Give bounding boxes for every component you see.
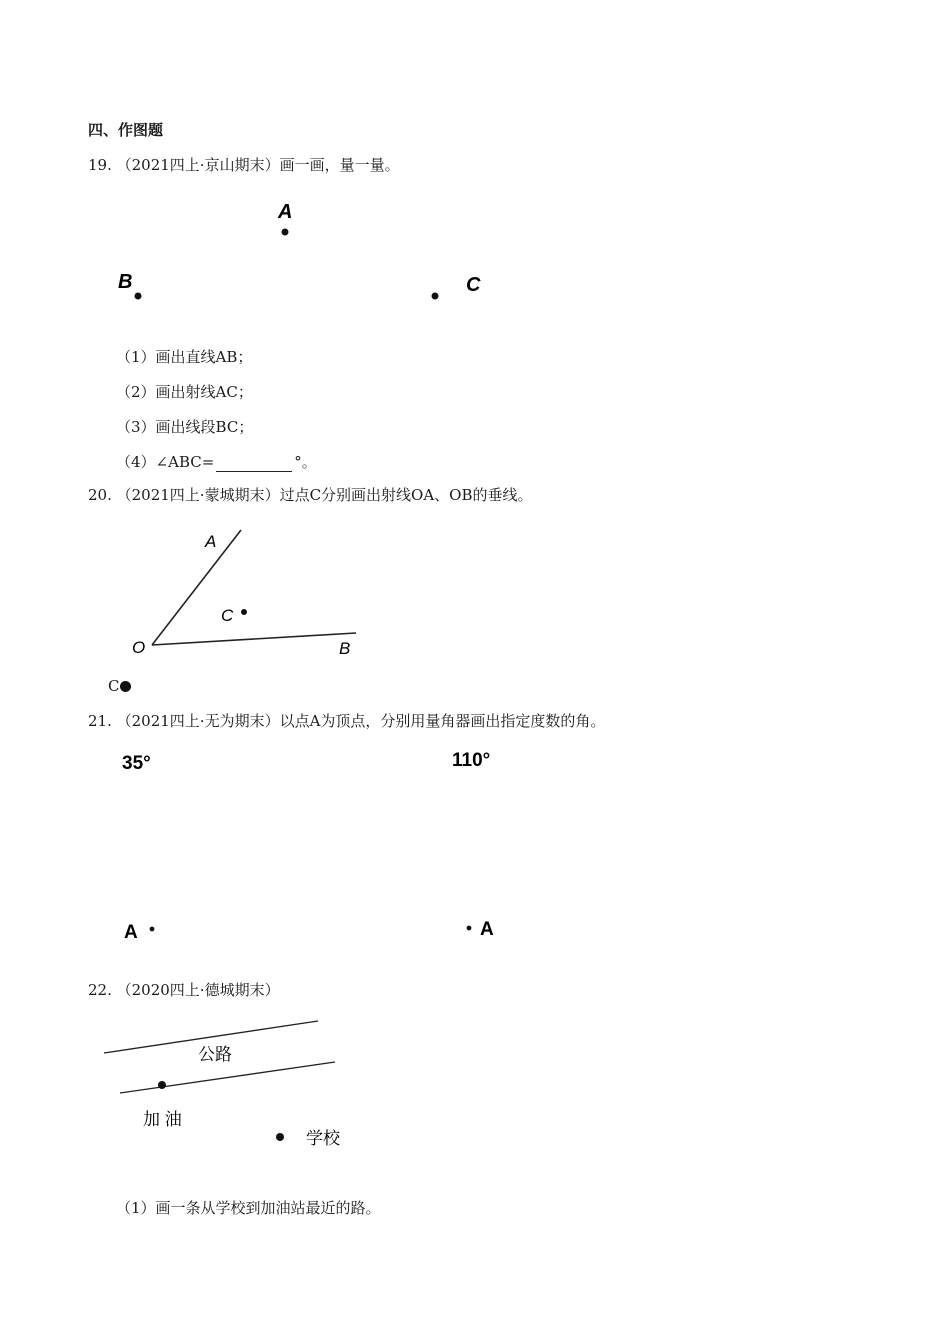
q21-point-a-left-label: A — [124, 922, 138, 943]
q20-label-b: B — [339, 639, 351, 658]
q19-point-a — [282, 229, 289, 236]
q20-stray-label: C — [108, 677, 120, 695]
ray-oa — [152, 530, 241, 645]
q19-item-4 — [116, 451, 317, 472]
q19-item-4-prefix: （4）∠ABC= — [116, 453, 215, 471]
q19-point-c — [432, 293, 439, 300]
q21-point-a-left — [150, 927, 155, 932]
q19-figure — [100, 190, 520, 320]
q22-figure — [100, 1012, 360, 1152]
school-point — [276, 1133, 284, 1141]
q19-point-b — [135, 293, 142, 300]
q19-item-4-suffix: °。 — [294, 453, 317, 471]
q19-item-2: （2）画出射线AC； — [116, 383, 253, 401]
q21-point-a-right — [467, 926, 472, 931]
q20-label-o: O — [132, 638, 146, 657]
q20-header: 20. （2021四上·蒙城期末）过点C分别画出射线OA、OB的垂线。 — [88, 486, 533, 504]
angle-label-35: 35° — [122, 753, 151, 774]
gas-station-label: 加 油 — [143, 1110, 182, 1129]
section-title: 四、作图题 — [88, 121, 164, 139]
gas-station-point — [158, 1081, 166, 1089]
q21-point-a-right-label: A — [480, 919, 494, 940]
ray-ob — [152, 633, 356, 645]
q22-header: 22. （2020四上·德城期末） — [88, 981, 280, 999]
road-bottom-edge — [120, 1062, 335, 1093]
angle-label-110: 110° — [452, 750, 491, 771]
q20-figure — [120, 520, 380, 665]
q19-label-c: C — [466, 274, 481, 296]
q20-point-c — [241, 609, 247, 615]
q19-item-1: （1）画出直线AB； — [116, 348, 253, 366]
q21-header: 21. （2021四上·无为期末）以点A为顶点，分别用量角器画出指定度数的角。 — [88, 712, 606, 730]
school-label: 学校 — [306, 1129, 340, 1148]
q19-label-a: A — [278, 201, 293, 223]
q20-stray-dot — [120, 681, 131, 692]
road-label: 公路 — [198, 1045, 232, 1064]
q20-label-c: C — [221, 606, 234, 625]
answer-blank[interactable] — [216, 457, 292, 472]
q21-figure — [110, 742, 530, 957]
q22-item-1: （1）画一条从学校到加油站最近的路。 — [116, 1199, 381, 1217]
q19-item-3: （3）画出线段BC； — [116, 418, 254, 436]
q19-header: 19. （2021四上·京山期末）画一画，量一量。 — [88, 156, 400, 174]
q19-label-b: B — [118, 271, 133, 293]
q20-label-a: A — [205, 532, 217, 551]
q20-stray-point — [108, 677, 131, 695]
